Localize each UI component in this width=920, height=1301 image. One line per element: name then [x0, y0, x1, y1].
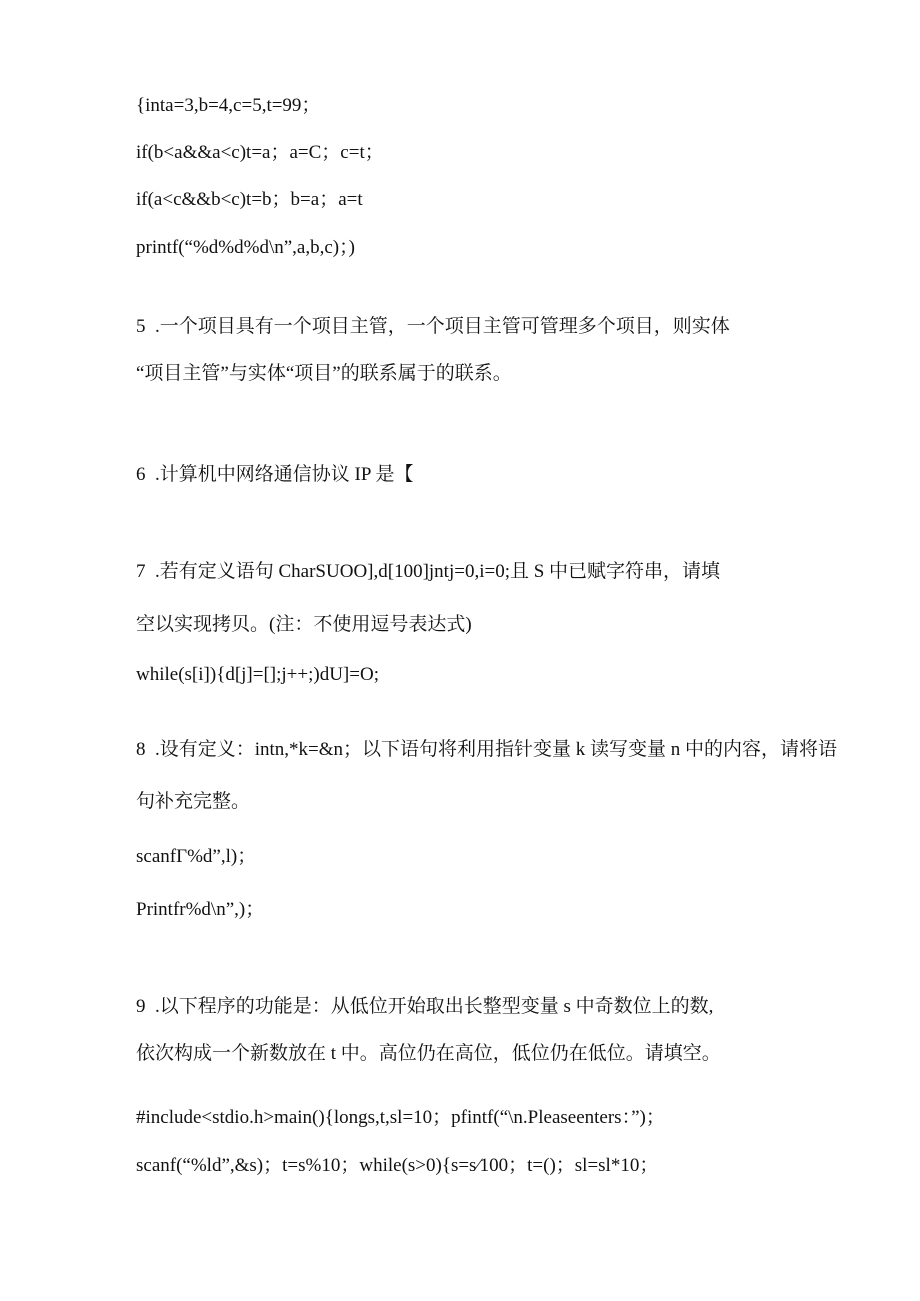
code-line: scanfΓ%d”,l)； [136, 846, 257, 867]
question-text: 6 .计算机中网络通信协议 IP 是【 [136, 464, 414, 485]
code-line: {inta=3,b=4,c=5,t=99； [136, 95, 321, 116]
code-line: if(b<a&&a<c)t=a；a=C；c=t； [136, 142, 384, 163]
question-text: 依次构成一个新数放在 t 中。高位仍在高位，低位仍在低位。请填空。 [136, 1043, 721, 1064]
code-line: printf(“%d%d%d\n”,a,b,c)；) [136, 237, 355, 258]
question-text: 句补充完整。 [136, 791, 251, 812]
code-line: while(s[i]){d[j]=[];j++;)dU]=O; [136, 664, 379, 685]
question-text: 8 .设有定义：intn,*k=&n；以下语句将利用指针变量 k 读写变量 n 中的内容，请将语 [136, 739, 838, 760]
question-text: 9 .以下程序的功能是：从低位开始取出长整型变量 s 中奇数位上的数, [136, 996, 714, 1017]
question-text: 空以实现拷贝。(注：不使用逗号表达式) [136, 614, 472, 635]
code-line: if(a<c&&b<c)t=b；b=a；a=t [136, 189, 363, 210]
code-line: Printfr%d\n”,)； [136, 899, 265, 920]
question-text: 7 .若有定义语句 CharSUOO],d[100]jntj=0,i=0;且 S 中已赋字符串，请填 [136, 561, 721, 582]
question-text: “项目主管”与实体“项目”的联系属于的联系。 [136, 363, 512, 384]
code-line: #include<stdio.h>main(){longs,t,sl=10；pfintf(“\n.Pleaseenters：”)； [136, 1107, 665, 1128]
question-text: 5 .一个项目具有一个项目主管，一个项目主管可管理多个项目，则实体 [136, 316, 730, 337]
code-line: scanf(“%ld”,&s)；t=s%10；while(s>0){s=s∕100；t=()；sl=sl*10； [136, 1155, 659, 1176]
